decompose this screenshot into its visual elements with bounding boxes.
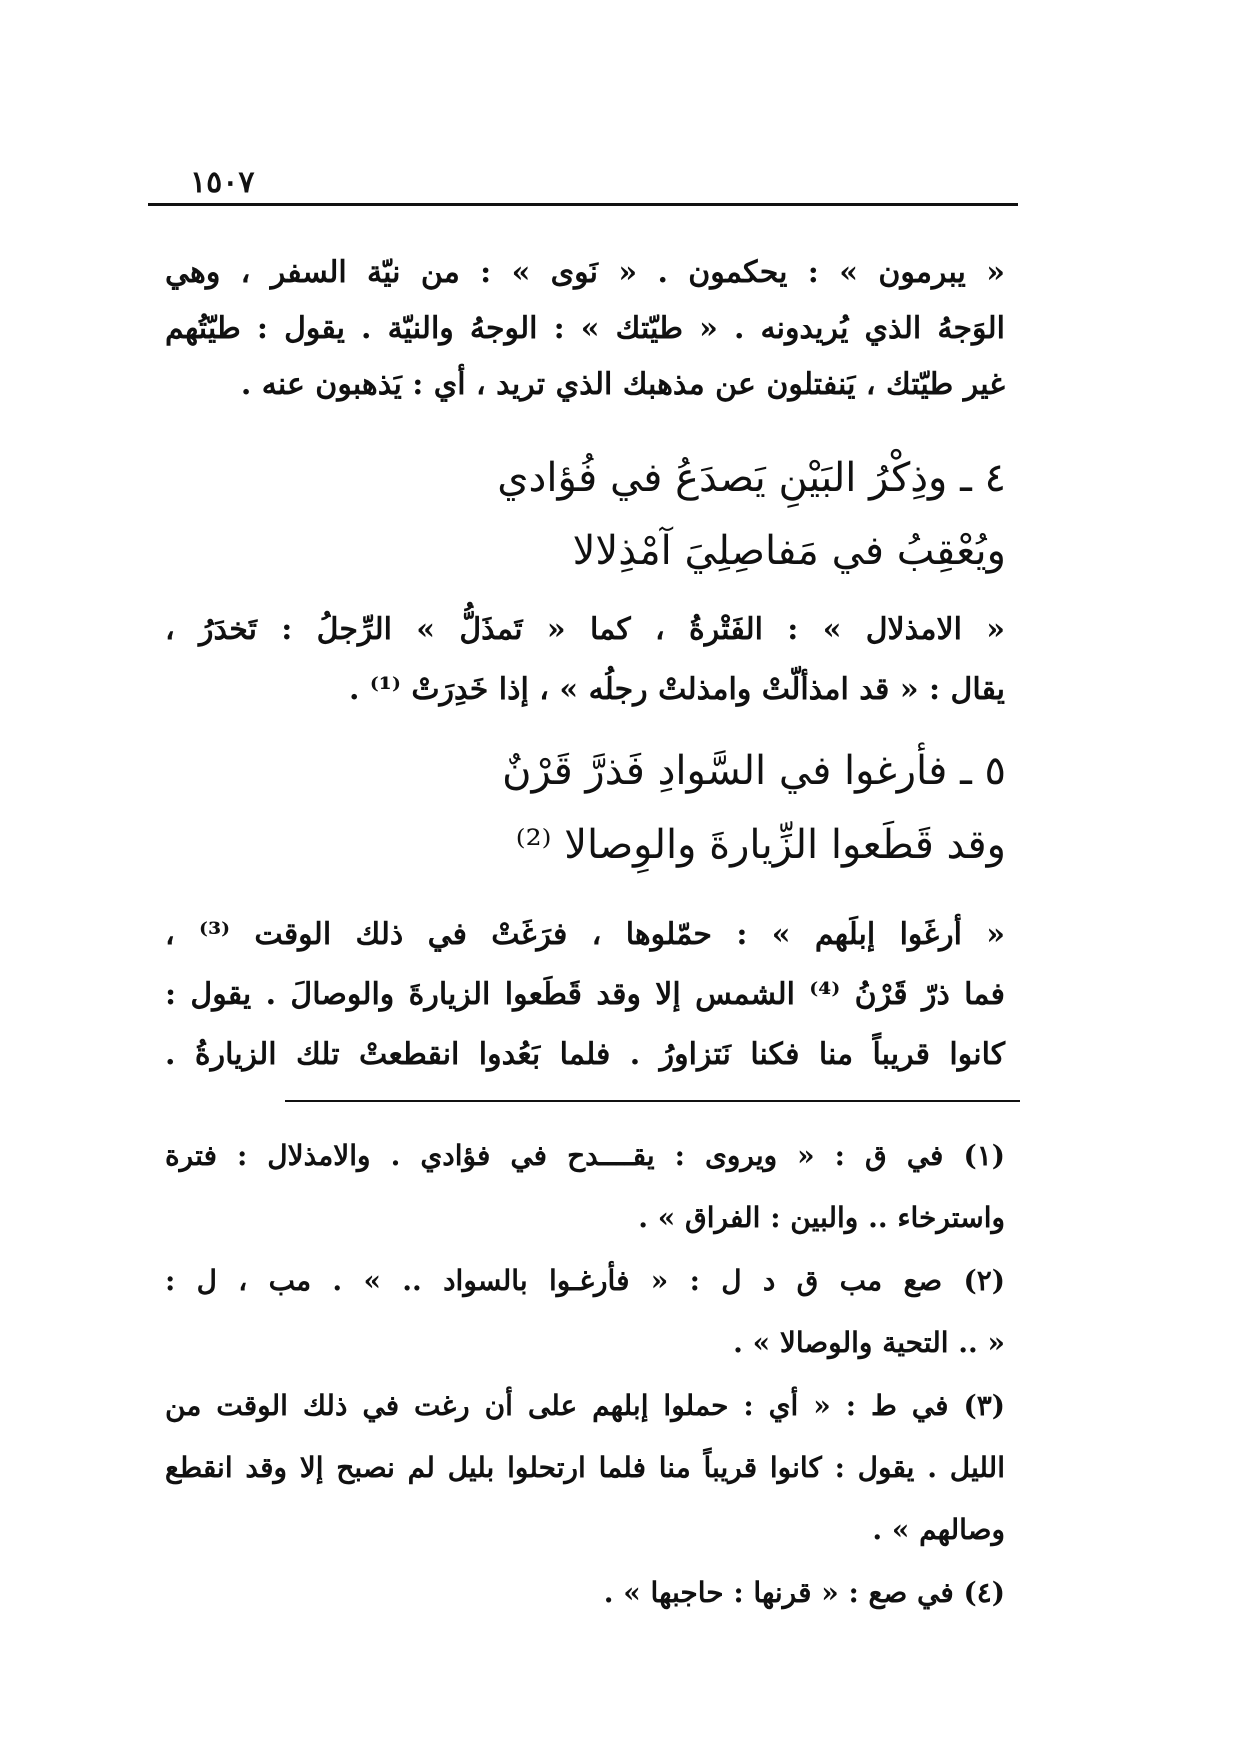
footnote-1 <box>165 1125 1005 1249</box>
header-rule <box>148 203 1018 206</box>
commentary-paragraph-1 <box>165 245 1005 413</box>
commentary-line: « يبرمون » : يحكمون . « نَوى » : من نيّة السفر ، وهي <box>165 255 1005 290</box>
commentary-paragraph-2 <box>165 600 1005 720</box>
page-number: ١٥٠٧ <box>190 165 255 200</box>
footnote-line: الليل . يقول : كانوا قريباً منا فلما ارتحلوا بليل لم نصبح إلا وقد انقطع <box>165 1451 1005 1484</box>
footnote-line: (١) في ق : « ويروى : يقــــدح في فؤادي . والامذلال : فترة <box>165 1139 1005 1172</box>
footnote-line: وصالهم » . <box>872 1513 1005 1546</box>
footnote-line: (٤) في صع : « قرنها : حاجبها » . <box>603 1576 1005 1609</box>
footnote-line: (٣) في ط : « أي : حملوا إبلهم على أن رغت في ذلك الوقت من <box>165 1389 1005 1422</box>
footnote-line: واسترخاء .. والبين : الفراق » . <box>638 1201 1005 1234</box>
verse-5-second-hemistich: وقد قَطَعوا الزِّيارةَ والوِصالا ⁽²⁾ <box>515 822 1006 868</box>
commentary-line: الوَجهُ الذي يُريدونه . « طيّتك » : الوجهُ والنيّة . يقول : طيّتُهم <box>165 311 1005 346</box>
verse-4-second-hemistich: ويُعْقِبُ في مَفاصِلِيَ آمْذِلالا <box>572 528 1006 574</box>
verse-5-first-hemistich: ٥ ـ فأرغوا في السَّوادِ فَذرَّ قَرْنٌ <box>502 748 1006 794</box>
verse-4-first-hemistich: ٤ ـ وذِكْرُ البَيْنِ يَصدَعُ في فُؤادي <box>497 455 1006 501</box>
commentary-paragraph-3 <box>165 905 1005 1085</box>
footnote-separator <box>285 1100 1020 1102</box>
footnote-line: « .. التحية والوصالا » . <box>733 1326 1005 1359</box>
commentary-line: يقال : « قد امذألّتْ وامذلتْ رجلُه » ، إذا خَدِرَتْ ⁽¹⁾ . <box>348 672 1005 707</box>
commentary-line: « الامذلال » : الفَتْرةُ ، كما « تَمذَلُّ » الرِّجلُ : تَخدَرُ ، <box>165 612 1005 647</box>
commentary-line: « أرغَوا إبلَهم » : حمّلوها ، فرَغَتْ في ذلك الوقت ⁽³⁾ ، <box>165 917 1006 952</box>
footnote-3 <box>165 1375 1005 1561</box>
commentary-line: فما ذرّ قَرْنُ ⁽⁴⁾ الشمس إلا وقد قَطَعوا الزيارةَ والوصالَ . يقول : <box>165 977 1005 1012</box>
footnote-line: (٢) صع مب ق د ل : « فأرغـوا بالسواد .. » . مب ، ل : <box>165 1264 1005 1297</box>
footnote-2 <box>165 1250 1005 1374</box>
footnote-4 <box>165 1562 1005 1624</box>
commentary-line: غير طيّتك ، يَنفتلون عن مذهبك الذي تريد ، أي : يَذهبون عنه . <box>240 367 1005 402</box>
commentary-line: كانوا قريباً منا فكنا نَتزاورُ . فلما بَعُدوا انقطعتْ تلك الزيارةُ . <box>165 1037 1005 1072</box>
